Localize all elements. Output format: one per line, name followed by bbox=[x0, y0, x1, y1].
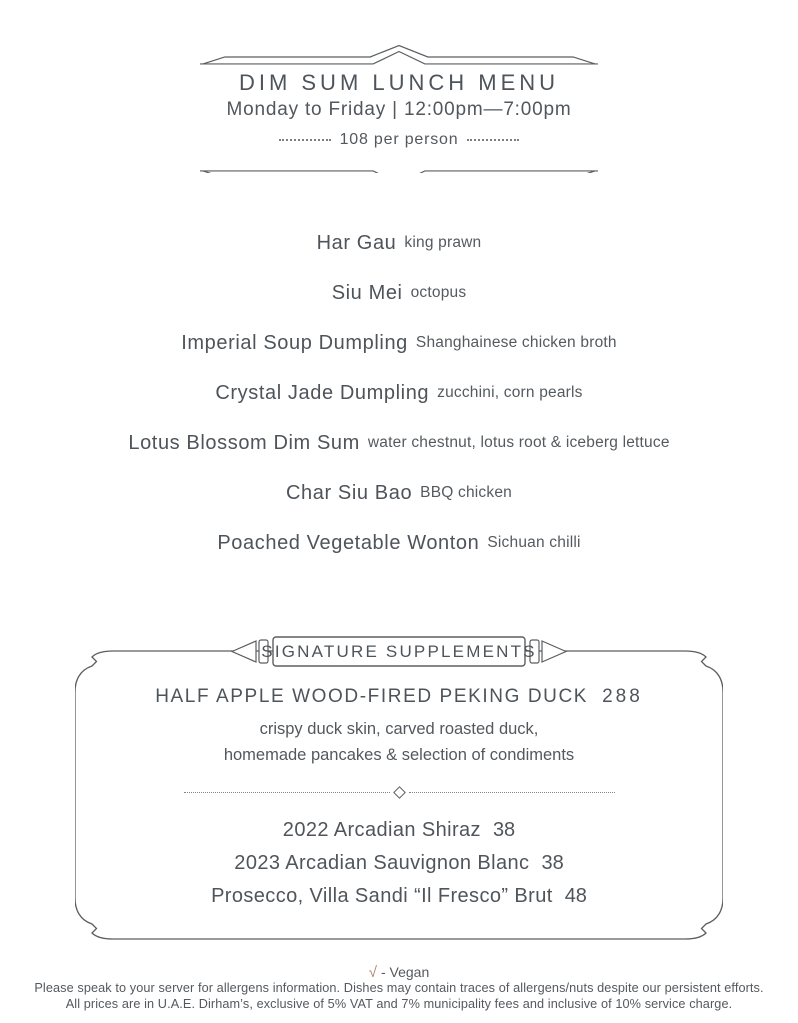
wine-price: 38 bbox=[541, 852, 564, 874]
menu-page bbox=[0, 44, 798, 1023]
menu-item bbox=[0, 518, 798, 568]
dotted-leader-right bbox=[467, 139, 519, 141]
menu-item bbox=[0, 318, 798, 368]
supplements-heading: SIGNATURE SUPPLEMENTS bbox=[261, 641, 537, 661]
item-description: octopus bbox=[410, 284, 467, 301]
signature-supplements-section bbox=[75, 636, 723, 948]
dotted-leader-left bbox=[279, 139, 331, 141]
menu-item bbox=[0, 218, 798, 268]
feature-desc-line-1: crispy duck skin, carved roasted duck, bbox=[259, 720, 539, 738]
dim-sum-list bbox=[0, 218, 798, 568]
item-name: Char Siu Bao bbox=[286, 481, 413, 504]
footer bbox=[0, 964, 798, 1012]
dotted-rule-right bbox=[409, 792, 615, 793]
wine-name: Prosecco, Villa Sandi “Il Fresco” Brut bbox=[211, 885, 553, 907]
dotted-rule-left bbox=[184, 792, 390, 793]
feature-dish-price: 288 bbox=[602, 686, 643, 707]
wine-price: 48 bbox=[564, 885, 587, 907]
wine-name: 2022 Arcadian Shiraz bbox=[282, 819, 481, 841]
menu-item bbox=[0, 418, 798, 468]
feature-desc-line-2: homemade pancakes & selection of condiments bbox=[223, 746, 575, 764]
item-name: Lotus Blossom Dim Sum bbox=[128, 431, 360, 454]
menu-item bbox=[0, 268, 798, 318]
wine-item bbox=[75, 847, 723, 880]
diamond-icon bbox=[393, 786, 406, 799]
feature-dish-description bbox=[75, 716, 723, 768]
menu-item bbox=[0, 468, 798, 518]
vegan-check-icon: √ bbox=[368, 964, 377, 981]
feature-dish bbox=[75, 686, 723, 708]
item-description: Shanghainese chicken broth bbox=[415, 334, 617, 351]
feature-dish-name: HALF APPLE WOOD-FIRED PEKING DUCK bbox=[155, 686, 589, 707]
item-description: BBQ chicken bbox=[420, 484, 512, 501]
item-description: water chestnut, lotus root & iceberg lettuce bbox=[367, 434, 670, 451]
menu-item bbox=[0, 368, 798, 418]
price-per-person-row bbox=[0, 131, 798, 149]
diamond-divider bbox=[75, 786, 723, 798]
item-description: zucchini, corn pearls bbox=[437, 384, 583, 401]
price-per-person: 108 per person bbox=[339, 131, 459, 148]
menu-hours: Monday to Friday | 12:00pm—7:00pm bbox=[226, 99, 572, 120]
item-name: Har Gau bbox=[316, 231, 397, 254]
pricing-note: All prices are in U.A.E. Dirham’s, exclusive of 5% VAT and 7% municipality fees and inclusive of 10% service charge. bbox=[65, 996, 733, 1011]
page-title: DIM SUM LUNCH MENU bbox=[238, 70, 560, 95]
wine-price: 38 bbox=[492, 819, 516, 841]
wine-list bbox=[75, 814, 723, 913]
wine-name: 2023 Arcadian Sauvignon Blanc bbox=[234, 852, 530, 874]
wine-item bbox=[75, 880, 723, 913]
vegan-legend bbox=[0, 964, 798, 981]
wine-item bbox=[75, 814, 723, 847]
item-name: Crystal Jade Dumpling bbox=[215, 381, 430, 404]
allergen-note: Please speak to your server for allergens information. Dishes may contain traces of allergens/nuts despite our persistent efforts. bbox=[34, 981, 764, 995]
header-ornament-top bbox=[200, 44, 598, 66]
header-ornament-bottom bbox=[200, 151, 598, 173]
item-name: Poached Vegetable Wonton bbox=[217, 531, 480, 554]
item-description: king prawn bbox=[404, 234, 482, 251]
item-description: Sichuan chilli bbox=[487, 534, 581, 551]
item-name: Imperial Soup Dumpling bbox=[181, 331, 408, 354]
item-name: Siu Mei bbox=[331, 281, 403, 304]
vegan-label: - Vegan bbox=[380, 964, 430, 980]
